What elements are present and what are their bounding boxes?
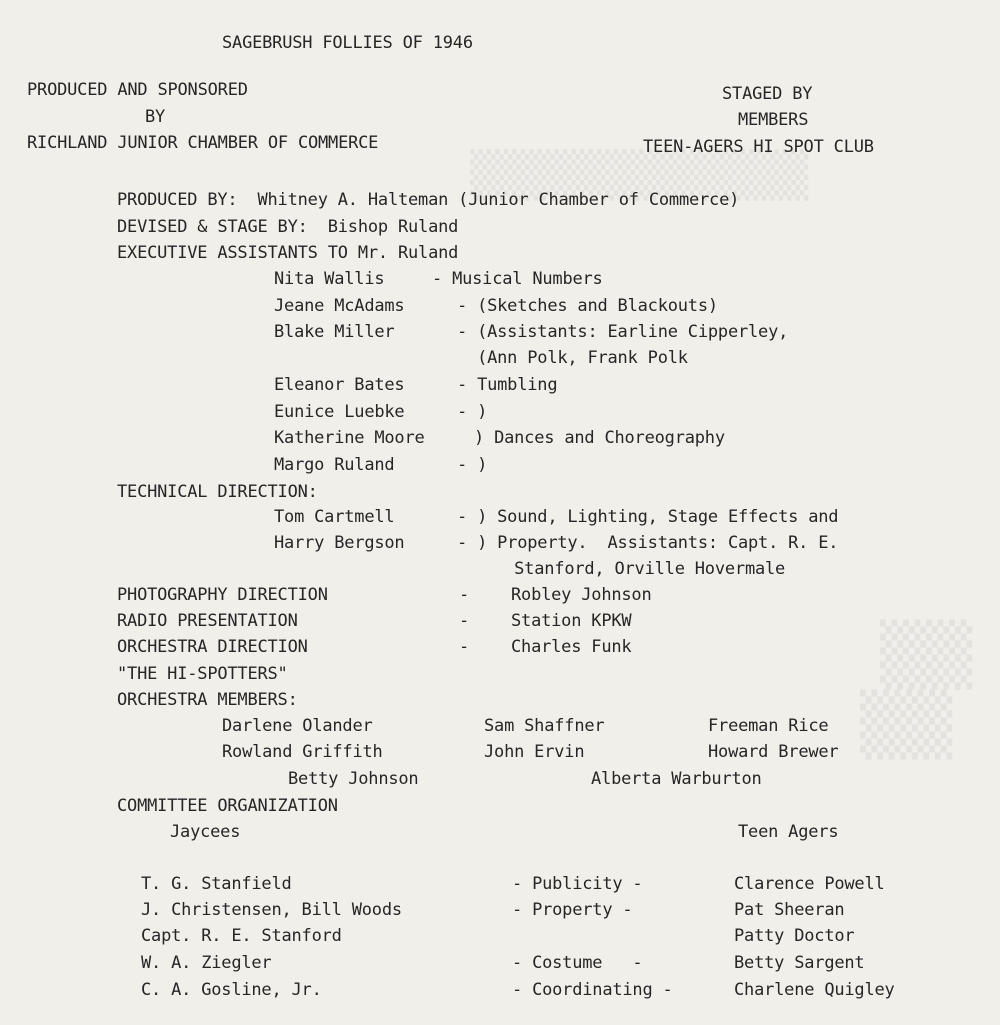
assistant-name: Eleanor Bates [274, 375, 405, 395]
program-title: SAGEBRUSH FOLLIES OF 1946 [222, 33, 473, 53]
staged-line-2: MEMBERS [738, 110, 809, 130]
technical-role-continued: Stanford, Orville Hovermale [474, 559, 786, 579]
committee-col-teen-agers: Teen Agers [738, 822, 839, 842]
committee-teen: Clarence Powell [734, 874, 885, 894]
direction-value: Robley Johnson [511, 585, 652, 605]
technical-name: Harry Bergson [274, 533, 405, 553]
assistant-role: - Musical Numbers [432, 269, 603, 289]
devised-line: DEVISED & STAGE BY: Bishop Ruland [117, 217, 459, 237]
exec-assistants-heading: EXECUTIVE ASSISTANTS TO Mr. Ruland [117, 243, 459, 263]
committee-task: - Publicity - [512, 874, 643, 894]
orchestra-member: John Ervin [484, 742, 585, 762]
committee-col-jaycees: Jaycees [170, 822, 241, 842]
direction-label: RADIO PRESENTATION [117, 611, 298, 631]
technical-name: Tom Cartmell [274, 507, 395, 527]
sponsor-line-3: RICHLAND JUNIOR CHAMBER OF COMMERCE [27, 133, 379, 153]
assistant-name: Jeane McAdams [274, 296, 405, 316]
direction-label: ORCHESTRA DIRECTION [117, 637, 308, 657]
sponsor-line-1: PRODUCED AND SPONSORED [27, 80, 248, 100]
assistant-role: ) Dances and Choreography [474, 428, 725, 448]
committee-task: - Coordinating - [512, 980, 673, 1000]
orchestra-member: Darlene Olander [222, 716, 373, 736]
committee-jaycee: W. A. Ziegler [141, 953, 272, 973]
committee-task: - Costume - [512, 953, 643, 973]
assistant-role-continued: (Ann Polk, Frank Polk [457, 348, 688, 368]
assistant-name: Blake Miller [274, 322, 395, 342]
bleed-through-texture: ▒▒▒▒▒▒▒▒▒▒ ▒▒ ▒▒ [470, 150, 973, 760]
hi-spotters-line: "THE HI-SPOTTERS" [117, 664, 288, 684]
assistant-role: - Tumbling [457, 375, 558, 395]
committee-jaycee: Capt. R. E. Stanford [141, 926, 342, 946]
assistant-name: Eunice Luebke [274, 402, 405, 422]
sponsor-line-2: BY [145, 107, 166, 127]
committee-task: - Property - [512, 900, 633, 920]
orchestra-member: Sam Shaffner [484, 716, 605, 736]
committee-teen: Patty Doctor [734, 926, 855, 946]
committee-teen: Betty Sargent [734, 953, 865, 973]
staged-line-3: TEEN-AGERS HI SPOT CLUB [643, 137, 874, 157]
direction-label: PHOTOGRAPHY DIRECTION [117, 585, 328, 605]
committee-heading: COMMITTEE ORGANIZATION [117, 796, 338, 816]
assistant-role: - ) [457, 402, 488, 422]
produced-by-line: PRODUCED BY: Whitney A. Halteman (Junior Chamber of Commerce) [117, 190, 740, 210]
assistant-name: Nita Wallis [274, 269, 385, 289]
assistant-name: Margo Ruland [274, 455, 395, 475]
orchestra-member: Betty Johnson [288, 769, 419, 789]
committee-jaycee: J. Christensen, Bill Woods [141, 900, 402, 920]
committee-teen: Charlene Quigley [734, 980, 895, 1000]
orchestra-member: Freeman Rice [708, 716, 829, 736]
assistant-role: - (Assistants: Earline Cipperley, [457, 322, 789, 342]
technical-direction-heading: TECHNICAL DIRECTION: [117, 482, 318, 502]
assistant-role: - (Sketches and Blackouts) [457, 296, 718, 316]
assistant-name: Katherine Moore [274, 428, 425, 448]
committee-jaycee: T. G. Stanfield [141, 874, 292, 894]
direction-value: Station KPKW [511, 611, 632, 631]
technical-role: - ) Property. Assistants: Capt. R. E. [457, 533, 839, 553]
direction-dash: - [459, 637, 470, 657]
orchestra-member: Howard Brewer [708, 742, 839, 762]
direction-value: Charles Funk [511, 637, 632, 657]
assistant-role: - ) [457, 455, 488, 475]
direction-dash: - [459, 585, 470, 605]
direction-dash: - [459, 611, 470, 631]
orchestra-members-heading: ORCHESTRA MEMBERS: [117, 690, 298, 710]
orchestra-member: Alberta Warburton [591, 769, 762, 789]
committee-jaycee: C. A. Gosline, Jr. [141, 980, 322, 1000]
staged-line-1: STAGED BY [722, 84, 813, 104]
technical-role: - ) Sound, Lighting, Stage Effects and [457, 507, 839, 527]
committee-teen: Pat Sheeran [734, 900, 845, 920]
orchestra-member: Rowland Griffith [222, 742, 383, 762]
